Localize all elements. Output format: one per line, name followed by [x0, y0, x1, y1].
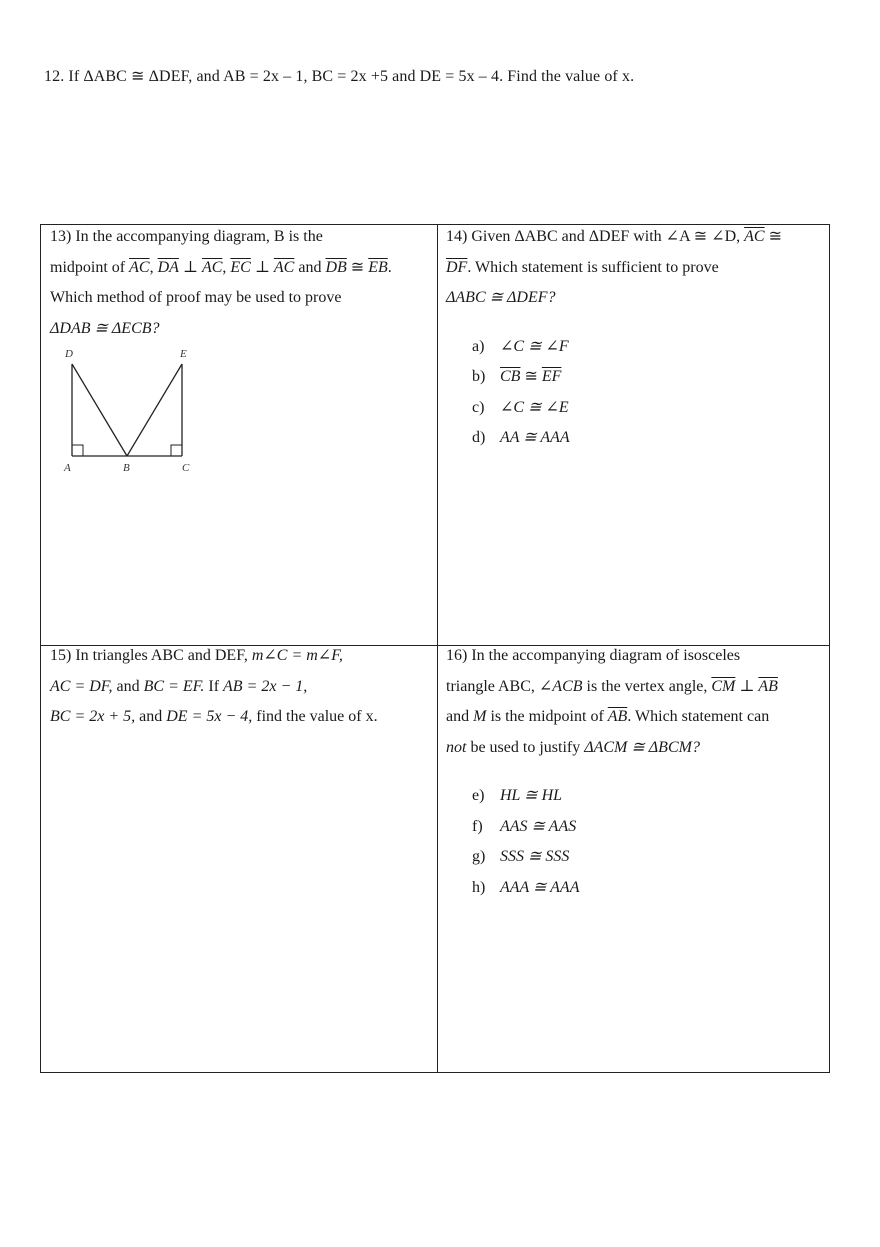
q16-option-e[interactable]: [472, 781, 826, 812]
segment-db-line: [72, 364, 127, 456]
q16-line-3: [446, 702, 826, 733]
q14-text: . Which statement is sufficient to prove: [467, 258, 719, 276]
option-label: b): [472, 368, 486, 385]
q16-option-h[interactable]: [472, 873, 826, 904]
q16-line-4: [446, 733, 826, 764]
option-label: d): [472, 429, 486, 446]
question-12: 12. If ΔABC ≅ ΔDEF, and AB = 2x – 1, BC = 2x +5 and DE = 5x – 4. Find the value of x.: [44, 68, 635, 85]
q16-math: M: [473, 708, 487, 725]
option-text: ∠C ≅ ∠E: [500, 398, 569, 416]
q13-text: .: [387, 258, 392, 276]
segment-ac: $\overline{AC}$: [744, 228, 765, 245]
segment-ac: $\overline{AC}$: [201, 258, 223, 276]
label-e: E: [180, 348, 187, 360]
q16-options: [446, 781, 826, 903]
q14-option-d[interactable]: [472, 423, 826, 454]
option-text: HL ≅ HL: [500, 787, 563, 804]
segment-ab: $\overline{AB}$: [758, 677, 778, 695]
q15-text: and: [135, 708, 167, 725]
segment-db: $\overline{DB}$: [325, 258, 347, 276]
perp-symbol: ⊥: [178, 258, 202, 276]
congruent-symbol: ≅: [764, 228, 782, 245]
option-text: ∠C ≅ ∠F: [500, 337, 569, 355]
q15-line-2: [50, 672, 435, 703]
perp-symbol: ⊥: [735, 677, 759, 695]
grid-vertical-divider: [437, 225, 438, 1072]
q16-math: ∠ACB: [538, 677, 583, 695]
segment-ac: $\overline{AC}$: [273, 258, 295, 276]
q16-text: triangle ABC,: [446, 677, 539, 695]
option-label: f): [472, 817, 483, 835]
q15-math: BC = EF.: [143, 677, 205, 695]
question-13: [50, 222, 435, 474]
segment-df: $\overline{DF}$: [446, 258, 468, 276]
q14-option-a[interactable]: [472, 332, 826, 363]
right-angle-a: [72, 445, 83, 456]
option-label: e): [472, 787, 485, 804]
q16-text: is the vertex angle,: [582, 677, 712, 695]
question-grid: [40, 224, 830, 1073]
q13-text: midpoint of: [50, 258, 130, 276]
q16-option-g[interactable]: [472, 842, 826, 873]
segment-eb-line: [127, 364, 182, 456]
q14-options: [446, 332, 826, 454]
q14-line-1: [446, 222, 826, 253]
option-label: h): [472, 878, 486, 896]
q16-text: is the midpoint of: [486, 708, 608, 725]
q15-math: AB = 2x − 1,: [223, 677, 308, 695]
q15-line-1: [50, 641, 435, 672]
congruent-symbol: ≅: [520, 368, 542, 385]
q16-line-2: [446, 672, 826, 703]
q15-line-3: [50, 702, 435, 733]
question-15: [50, 641, 435, 733]
perp-symbol: ⊥: [250, 258, 274, 276]
q16-math: ΔACM ≅ ΔBCM?: [584, 738, 700, 756]
q16-line-1: 16) In the accompanying diagram of isosceles: [446, 647, 741, 664]
segment-ef: $\overline{EF}$: [541, 368, 562, 385]
congruent-symbol: ≅: [346, 258, 369, 276]
segment-ec: $\overline{EC}$: [230, 258, 251, 276]
q13-text: ,: [149, 258, 158, 276]
segment-eb: $\overline{EB}$: [368, 258, 388, 276]
q16-text: and: [446, 708, 474, 725]
segment-ab: $\overline{AB}$: [607, 708, 628, 725]
q13-text: and: [294, 258, 326, 276]
q13-line-3: Which method of proof may be used to prove: [50, 289, 342, 306]
q15-text: 15) In triangles ABC and DEF,: [50, 647, 252, 664]
segment-cb: $\overline{CB}$: [500, 368, 521, 385]
q14-option-b[interactable]: [472, 362, 826, 393]
option-text: AA ≅ AAA: [500, 429, 570, 446]
question-14: [446, 222, 826, 454]
q16-text: . Which statement can: [627, 708, 770, 725]
q16-option-f[interactable]: [472, 812, 826, 843]
option-text: AAA ≅ AAA: [500, 878, 580, 896]
q13-line-4: ΔDAB ≅ ΔECB?: [50, 319, 160, 337]
segment-ac: $\overline{AC}$: [129, 258, 150, 276]
q13-line-1: 13) In the accompanying diagram, B is the: [50, 228, 323, 245]
q15-math: DE = 5x − 4,: [166, 708, 253, 725]
segment-da: $\overline{DA}$: [157, 258, 179, 276]
q14-line-2: [446, 253, 826, 284]
label-a: A: [64, 462, 71, 474]
q16-emphasis: not: [446, 738, 467, 756]
option-text: SSS ≅ SSS: [500, 848, 570, 865]
q14-line-3: ΔABC ≅ ΔDEF?: [446, 289, 556, 306]
q14-option-c[interactable]: [472, 393, 826, 424]
q15-math: m∠C = m∠F,: [251, 647, 343, 664]
q15-math: BC = 2x + 5,: [50, 708, 136, 725]
option-label: g): [472, 848, 486, 865]
q13-text: ,: [222, 258, 231, 276]
q15-math: AC = DF,: [50, 677, 113, 695]
q13-diagram: [58, 344, 198, 474]
label-d: D: [65, 348, 73, 360]
segment-cm: $\overline{CM}$: [711, 677, 736, 695]
option-label: a): [472, 337, 485, 355]
q15-text: If: [204, 677, 224, 695]
q16-text: be used to justify: [466, 738, 585, 756]
q15-text: and: [112, 677, 144, 695]
label-c: C: [182, 462, 190, 474]
question-16: [446, 641, 826, 903]
q13-line-2: [50, 253, 435, 284]
right-angle-c: [171, 445, 182, 456]
q15-text: find the value of x.: [252, 708, 378, 725]
q14-text: 14) Given ΔABC and ΔDEF with ∠A ≅ ∠D,: [446, 228, 745, 245]
option-label: c): [472, 398, 485, 416]
label-b: B: [123, 462, 130, 474]
option-text: AAS ≅ AAS: [500, 817, 577, 835]
